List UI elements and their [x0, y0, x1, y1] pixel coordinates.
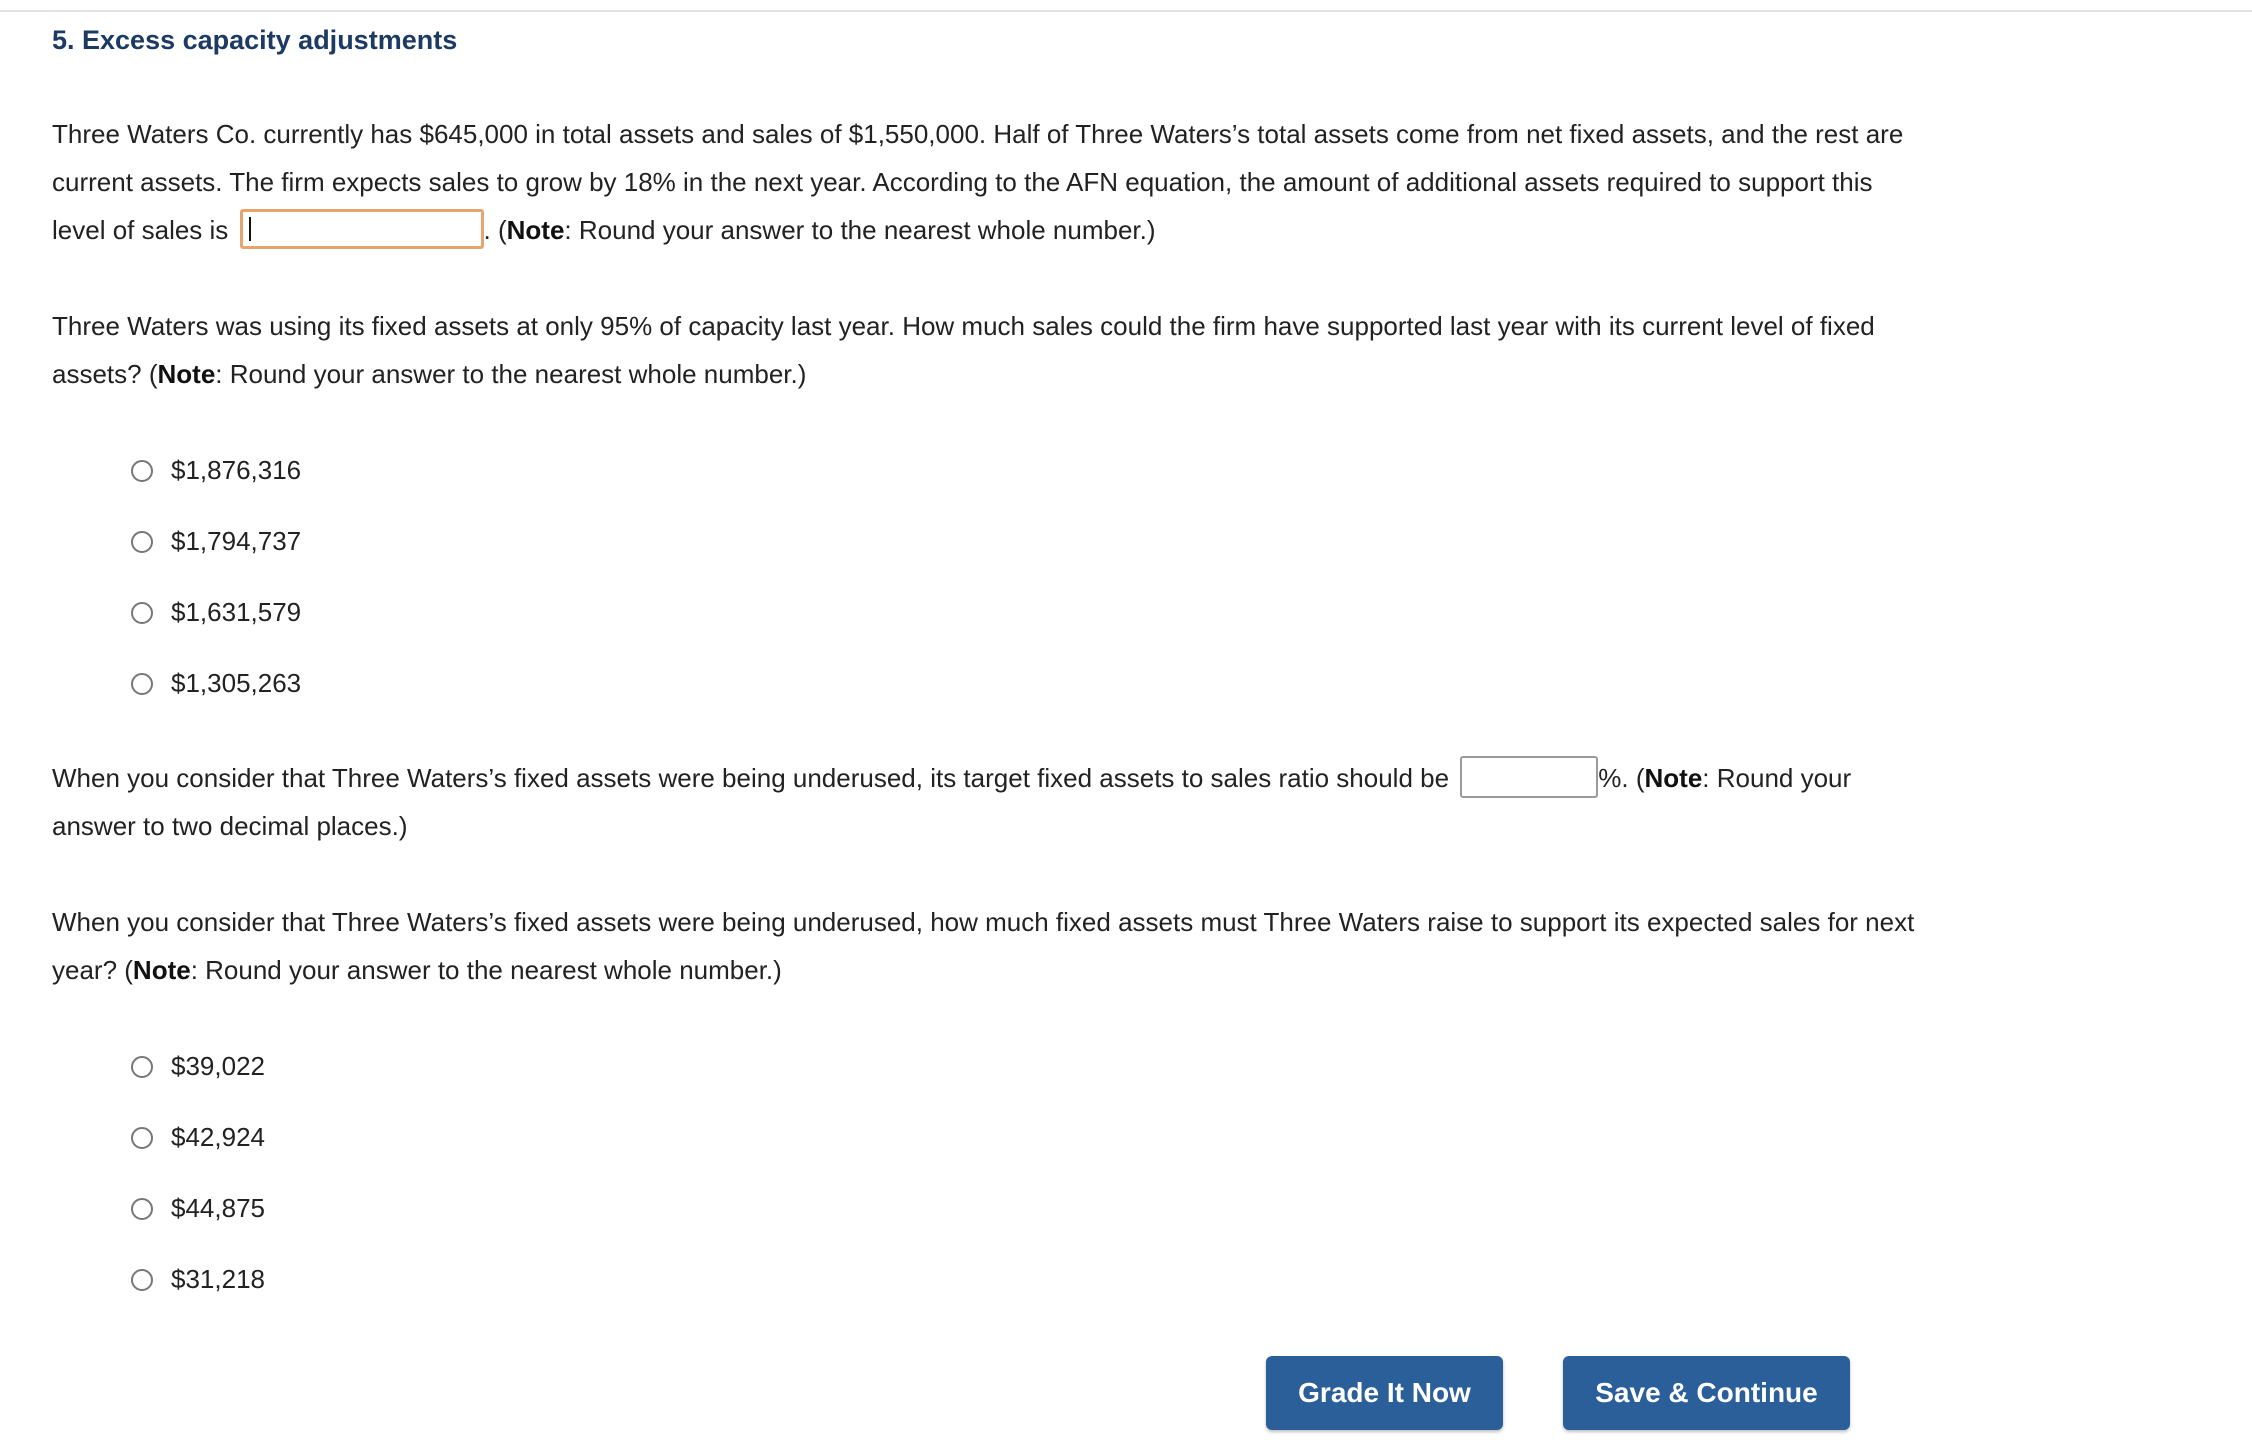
fixed-assets-option[interactable]: [131, 1031, 265, 1102]
fixed-assets-question-text: [52, 898, 1922, 994]
option-label: $1,876,316: [171, 455, 302, 485]
fixed-assets-options: [131, 1031, 265, 1315]
fixed-assets-option[interactable]: [131, 1173, 265, 1244]
radio-button[interactable]: [131, 673, 153, 695]
fixed-assets-question-body: When you consider that Three Waters’s fixed assets were being underused, how much fixed assets must Three Waters raise to support its expected sales for next year? (: [52, 907, 1915, 985]
note-text: : Round your answer to the nearest whole number.): [215, 359, 807, 389]
afn-amount-input[interactable]: [240, 209, 484, 249]
save-and-continue-button[interactable]: Save & Continue: [1563, 1356, 1850, 1430]
top-divider: [0, 10, 2252, 12]
radio-button[interactable]: [131, 602, 153, 624]
option-label: $42,924: [171, 1122, 265, 1152]
radio-button[interactable]: [131, 531, 153, 553]
target-ratio-suffix: %. (: [1598, 763, 1645, 793]
target-ratio-question-text: [52, 754, 1922, 850]
radio-button[interactable]: [131, 460, 153, 482]
grade-it-now-button[interactable]: Grade It Now: [1266, 1356, 1503, 1430]
note-text: : Round your answer to the nearest whole number.): [190, 955, 782, 985]
capacity-sales-question-text: [52, 302, 1922, 398]
capacity-sales-option[interactable]: [131, 435, 301, 506]
afn-question-body: Three Waters Co. currently has $645,000 in total assets and sales of $1,550,000. Half of Three Waters’s total assets come from net fixed assets, and the rest are current assets. The firm expects sales to grow by 18% in the next year. According to the AFN equation, the amount of additional assets required to support this level of sales is: [52, 119, 1904, 245]
question-heading: 5. Excess capacity adjustments: [52, 25, 458, 55]
option-label: $1,631,579: [171, 597, 302, 627]
option-label: $39,022: [171, 1051, 265, 1081]
target-ratio-question-body: When you consider that Three Waters’s fixed assets were being underused, its target fixed assets to sales ratio should be: [52, 763, 1457, 793]
note-label: Note: [132, 955, 191, 985]
radio-button[interactable]: [131, 1269, 153, 1291]
radio-button[interactable]: [131, 1198, 153, 1220]
text-cursor: [249, 217, 251, 241]
capacity-sales-options: [131, 435, 301, 719]
option-label: $44,875: [171, 1193, 265, 1223]
note-text: : Round your answer to two decimal places.): [52, 763, 1852, 841]
radio-button[interactable]: [131, 1056, 153, 1078]
radio-button[interactable]: [131, 1127, 153, 1149]
note-label: Note: [1644, 763, 1703, 793]
target-ratio-input[interactable]: [1460, 756, 1598, 798]
fixed-assets-option[interactable]: [131, 1102, 265, 1173]
afn-question-text: [52, 110, 1922, 254]
option-label: $1,305,263: [171, 668, 302, 698]
note-label: Note: [157, 359, 216, 389]
option-label: $31,218: [171, 1264, 265, 1294]
capacity-sales-option[interactable]: [131, 506, 301, 577]
capacity-sales-option[interactable]: [131, 577, 301, 648]
afn-question-suffix: . (: [483, 215, 507, 245]
note-label: Note: [506, 215, 565, 245]
option-label: $1,794,737: [171, 526, 302, 556]
capacity-sales-option[interactable]: [131, 648, 301, 719]
note-text: : Round your answer to the nearest whole number.): [564, 215, 1156, 245]
capacity-sales-question-body: Three Waters was using its fixed assets at only 95% of capacity last year. How much sales could the firm have supported last year with its current level of fixed assets? (: [52, 311, 1875, 389]
fixed-assets-option[interactable]: [131, 1244, 265, 1315]
